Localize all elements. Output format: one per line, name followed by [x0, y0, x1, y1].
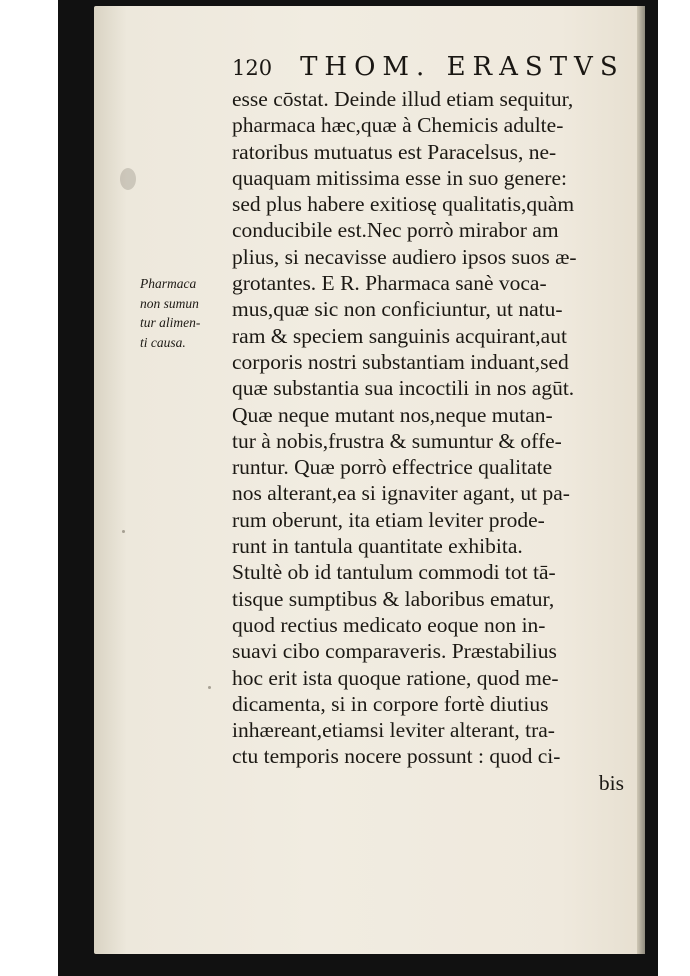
catchword: bis [598, 770, 624, 795]
text-line: nos alterant,ea si ignaviter agant, ut pa- [232, 481, 570, 506]
text-line: esse cōstat. Deinde illud etiam sequitur, [232, 87, 574, 111]
text-line: corporis nostri substantiam induant,sed [232, 349, 569, 374]
text-line: mus,quæ sic non conficiuntur, ut natu- [232, 297, 563, 322]
marginal-note-line: ti causa. [140, 334, 186, 350]
page-number: 120 [232, 56, 273, 80]
marginal-note-line: non sumun [140, 295, 199, 311]
text-line: plius, si necavisse audiero ipsos suos æ- [232, 244, 577, 269]
page-stain [120, 168, 136, 190]
text-line: conducibile est.Nec porrò mirabor am [232, 218, 559, 243]
text-line: ram & speciem sanguinis acquirant,aut [232, 323, 567, 348]
marginal-note-line: tur alimen- [140, 315, 201, 331]
page-speck [122, 530, 125, 533]
text-line: ratoribus mutuatus est Paracelsus, ne- [232, 139, 557, 164]
text-line: tisque sumptibus & laboribus ematur, [232, 586, 555, 611]
text-line: ctu temporis nocere possunt : quod ci- [232, 744, 561, 769]
text-line: inhæreant,etiamsi leviter alterant, tra- [232, 718, 555, 743]
text-line: sed plus habere exitiosę qualitatis,quàm [232, 192, 575, 217]
text-line: dicamenta, si in corpore fortè diutius [232, 691, 549, 716]
text-line: Quæ neque mutant nos,neque mutan- [232, 402, 553, 427]
running-head: THOM. ERASTVS [300, 52, 625, 82]
text-line: quaquam mitissima esse in suo genere: [232, 165, 567, 190]
main-text [232, 86, 644, 796]
text-line: runtur. Quæ porrò effectrice qualitate [232, 455, 553, 480]
text-line: suavi cibo comparaveris. Præstabilius [232, 639, 557, 664]
marginal-note-line: Pharmaca [140, 276, 197, 291]
text-line: runt in tantula quantitate exhibita. [232, 534, 523, 559]
marginal-note [140, 274, 230, 352]
text-line: tur à nobis,frustra & sumuntur & offe- [232, 428, 562, 453]
text-line: rum oberunt, ita etiam leviter prode- [232, 507, 545, 532]
text-line: quæ substantia sua incoctili in nos agūt. [232, 376, 575, 401]
page-speck [208, 686, 211, 689]
page-header [232, 52, 632, 82]
text-line: hoc erit ista quoque ratione, quod me- [232, 665, 559, 690]
text-line: Stultè ob id tantulum commodi tot tā- [232, 560, 556, 585]
text-line: grotantes. E R. Pharmaca sanè voca- [232, 271, 547, 296]
text-line: quod rectius medicato eoque non in- [232, 612, 546, 637]
text-line: pharmaca hæc,quæ à Chemicis adulte- [232, 113, 564, 138]
